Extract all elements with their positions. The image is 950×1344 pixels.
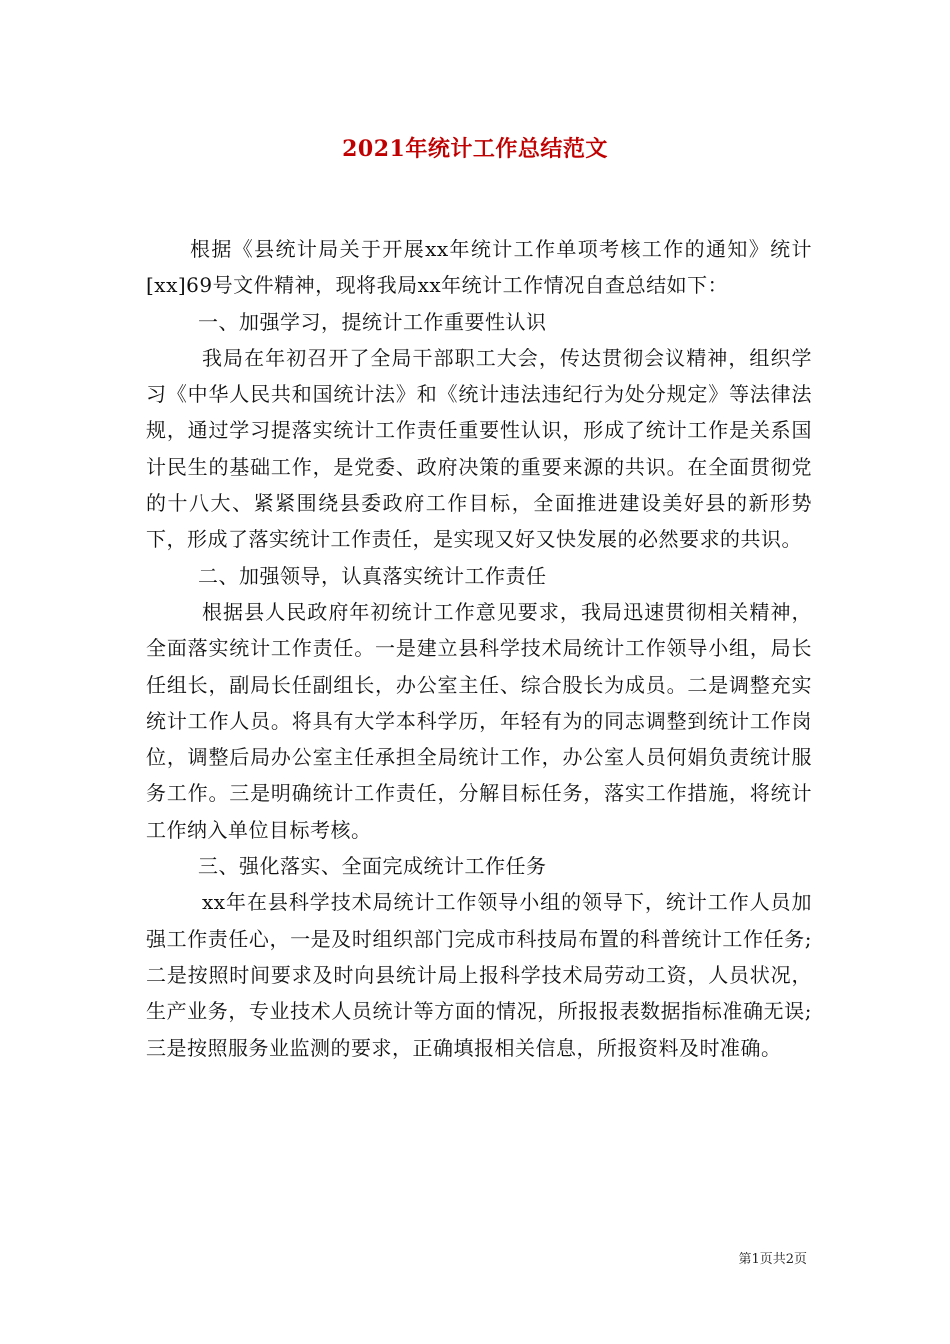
section-body-3: xx年在县科学技术局统计工作领导小组的领导下，统计工作人员加强工作责任心，一是及时组织部门完成市科技局布置的科普统计工作任务;二是按照时间要求及时向县统计局上报科学技术局劳动工资，人员状况，生产业务，专业技术人员统计等方面的情况，所报报表数据指标准确无误;三是按照服务业监测的要求，正确填报相关信息，所报资料及时准确。 xyxy=(146,890,812,1060)
section-body-1: 我局在年初召开了全局干部职工大会，传达贯彻会议精神，组织学习《中华人民共和国统计法》和《统计违法违纪行为处分规定》等法律法规，通过学习提落实统计工作责任重要性认识，形成了统计工作是关系国计民生的基础工作，是党委、政府决策的重要来源的共识。在全面贯彻党的十八大、紧紧围绕县委政府工作目标，全面推进建设美好县的新形势下，形成了落实统计工作责任，是实现又好又快发展的必然要求的共识。 xyxy=(146,345,812,552)
document-body xyxy=(146,231,812,1066)
section-heading-3: 三、强化落实、全面完成统计工作任务 xyxy=(198,854,547,879)
intro-paragraph: 根据《县统计局关于开展xx年统计工作单项考核工作的通知》统计[xx]69号文件精神，现将我局xx年统计工作情况自查总结如下： xyxy=(146,237,812,298)
section-heading-2: 二、加强领导，认真落实统计工作责任 xyxy=(198,563,547,588)
page-number: 第1页共2页 xyxy=(738,1252,807,1267)
document-title: 2021年统计工作总结范文 xyxy=(342,136,608,162)
section-body-2: 根据县人民政府年初统计工作意见要求，我局迅速贯彻相关精神，全面落实统计工作责任。一是建立县科学技术局统计工作领导小组，局长任组长，副局长任副组长，办公室主任、综合股长为成员。二是调整充实统计工作人员。将具有大学本科学历，年轻有为的同志调整到统计工作岗位，调整后局办公室主任承担全局统计工作，办公室人员何娟负责统计服务工作。三是明确统计工作责任，分解目标任务，落实工作措施，将统计工作纳入单位目标考核。 xyxy=(146,599,812,842)
section-heading-1: 一、加强学习，提统计工作重要性认识 xyxy=(198,309,547,334)
